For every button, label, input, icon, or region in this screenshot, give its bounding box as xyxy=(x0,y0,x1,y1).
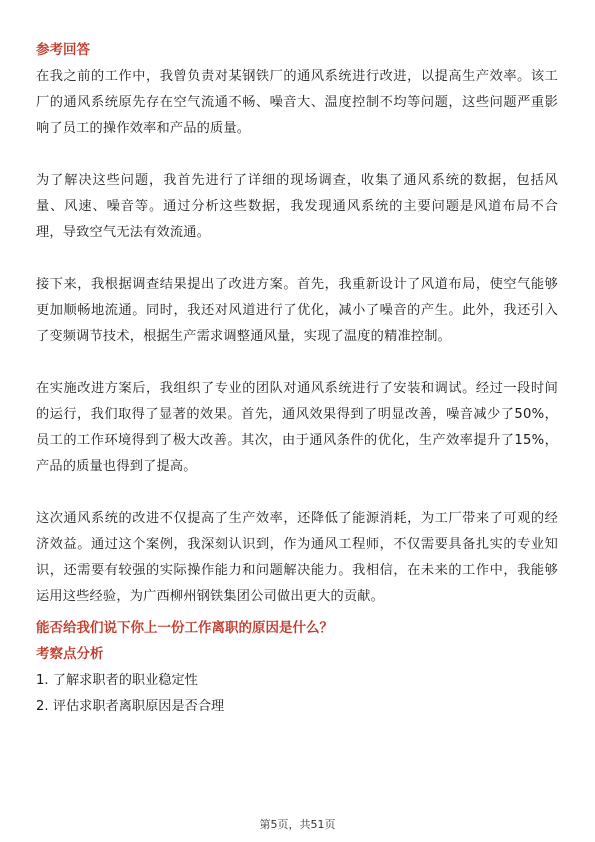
answer-paragraph-1: 在我之前的工作中，我曾负责对某钢铁厂的通风系统进行改进，以提高生产效率。该工厂的通风系统原先存在空气流通不畅、噪音大、温度控制不均等问题，这些问题严重影响了员工的操作效率和产品的质量。 xyxy=(36,69,558,136)
answer-paragraph-5: 这次通风系统的改进不仅提高了生产效率，还降低了能源消耗，为工厂带来了可观的经济效益。通过这个案例，我深刻认识到，作为通风工程师，不仅需要具备扎实的专业知识，还需要有较强的实际操作能力和问题解决能力。我相信，在未来的工作中，我能够运用这些经验，为广西柳州钢铁集团公司做出更大的贡献。 xyxy=(36,511,558,604)
document-page xyxy=(36,40,558,720)
question-title: 能否给我们说下你上一份工作离职的原因是什么？ xyxy=(36,620,333,636)
reference-answer-label: 参考回答 xyxy=(36,42,90,58)
analysis-label: 考察点分析 xyxy=(36,646,104,662)
answer-paragraph-4: 在实施改进方案后，我组织了专业的团队对通风系统进行了安装和调试。经过一段时间的运行，我们取得了显著的效果。首先，通风效果得到了明显改善，噪音减少了50%，员工的工作环境得到了极大改善。其次，由于通风条件的优化，生产效率提升了15%，产品的质量也得到了提高。 xyxy=(36,381,558,474)
analysis-point-2: 2. 评估求职者离职原因是否合理 xyxy=(36,699,225,714)
analysis-point-1: 1. 了解求职者的职业稳定性 xyxy=(36,673,198,688)
answer-paragraph-3: 接下来，我根据调查结果提出了改进方案。首先，我重新设计了风道布局，使空气能够更加顺畅地流通。同时，我还对风道进行了优化，减小了噪音的产生。此外，我还引入了变频调节技术，根据生产需求调整通风量，实现了温度的精准控制。 xyxy=(36,277,558,344)
page-footer: 第5页，共51页 xyxy=(259,818,336,831)
answer-paragraph-2: 为了解决这些问题，我首先进行了详细的现场调查，收集了通风系统的数据，包括风量、风速、噪音等。通过分析这些数据，我发现通风系统的主要问题是风道布局不合理，导致空气无法有效流通。 xyxy=(36,173,558,240)
